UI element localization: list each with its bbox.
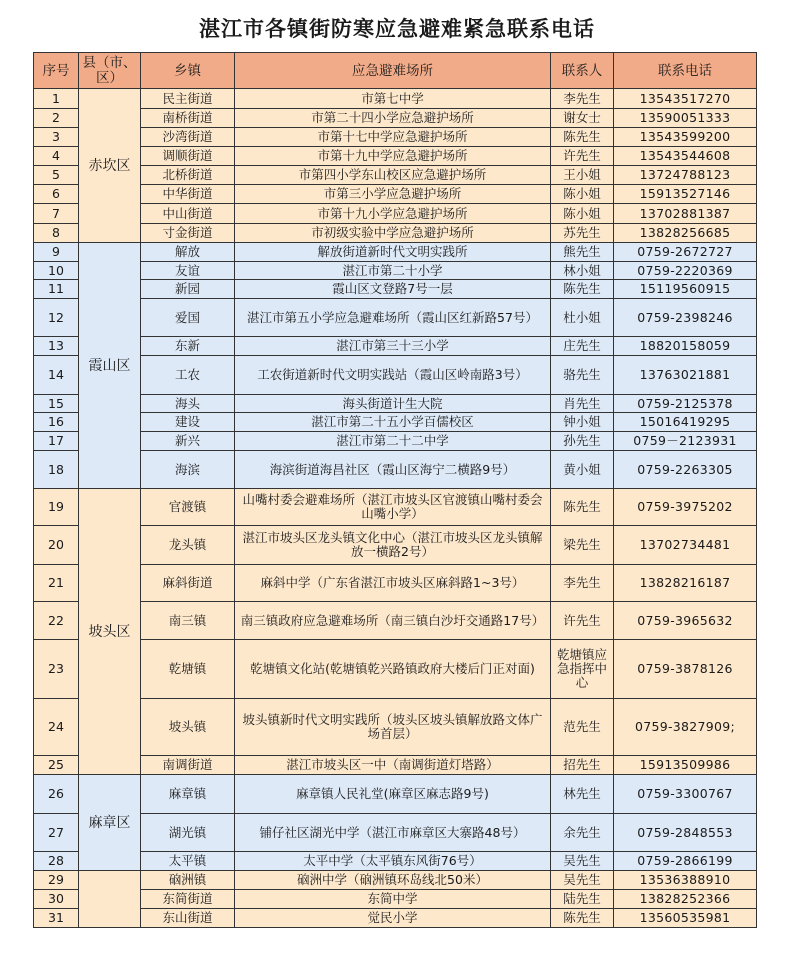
seq-cell: 20	[34, 526, 79, 565]
phone-cell: 0759-3300767	[614, 775, 757, 814]
table-row	[34, 526, 757, 565]
contact-cell: 李先生	[551, 565, 614, 602]
table-row	[34, 109, 757, 128]
site-cell: 市第十九小学应急避护场所	[235, 204, 551, 224]
contact-cell: 熊先生	[551, 243, 614, 262]
town-cell: 中山街道	[141, 204, 235, 224]
seq-cell: 28	[34, 852, 79, 871]
contact-cell: 招先生	[551, 756, 614, 775]
phone-cell: 0759-2866199	[614, 852, 757, 871]
site-cell: 海头街道计生大院	[235, 395, 551, 413]
town-cell: 海头	[141, 395, 235, 413]
table-row	[34, 166, 757, 185]
contact-cell: 吴先生	[551, 852, 614, 871]
phone-cell: 18820158059	[614, 337, 757, 356]
phone-cell: 13828252366	[614, 890, 757, 909]
seq-cell: 10	[34, 262, 79, 280]
contact-cell: 许先生	[551, 602, 614, 640]
contact-cell: 陈先生	[551, 909, 614, 928]
table-row	[34, 565, 757, 602]
table-row	[34, 356, 757, 395]
contact-cell: 孙先生	[551, 432, 614, 451]
header-county: 县（市、区）	[79, 53, 141, 89]
seq-cell: 16	[34, 413, 79, 432]
phone-cell: 15119560915	[614, 280, 757, 299]
phone-cell: 13702734481	[614, 526, 757, 565]
town-cell: 新园	[141, 280, 235, 299]
contact-cell: 黄小姐	[551, 451, 614, 489]
seq-cell: 11	[34, 280, 79, 299]
contact-cell: 余先生	[551, 814, 614, 852]
contact-cell: 陈小姐	[551, 204, 614, 224]
phone-cell: 13543544608	[614, 147, 757, 166]
phone-cell: 0759-2125378	[614, 395, 757, 413]
site-cell: 市初级实验中学应急避护场所	[235, 224, 551, 243]
header-seq: 序号	[34, 53, 79, 89]
phone-cell: 0759-2220369	[614, 262, 757, 280]
table-row	[34, 185, 757, 204]
seq-cell: 3	[34, 128, 79, 147]
county-cell: 赤坎区	[79, 89, 141, 243]
seq-cell: 6	[34, 185, 79, 204]
site-cell: 湛江市第五小学应急避难场所（霞山区红新路57号）	[235, 299, 551, 337]
town-cell: 官渡镇	[141, 489, 235, 526]
site-cell: 市第四小学东山校区应急避护场所	[235, 166, 551, 185]
table-row	[34, 89, 757, 109]
contact-cell: 陈先生	[551, 128, 614, 147]
seq-cell: 17	[34, 432, 79, 451]
contact-cell: 陈先生	[551, 489, 614, 526]
town-cell: 龙头镇	[141, 526, 235, 565]
contact-cell: 许先生	[551, 147, 614, 166]
phone-cell: 13543517270	[614, 89, 757, 109]
contact-cell: 骆先生	[551, 356, 614, 395]
table-row	[34, 775, 757, 814]
site-cell: 湛江市第二十二中学	[235, 432, 551, 451]
table-row	[34, 262, 757, 280]
table-header-row	[34, 53, 757, 89]
town-cell: 海滨	[141, 451, 235, 489]
contact-cell: 范先生	[551, 699, 614, 756]
seq-cell: 19	[34, 489, 79, 526]
site-cell: 铺仔社区湖光中学（湛江市麻章区大寨路48号）	[235, 814, 551, 852]
table-row	[34, 699, 757, 756]
table-row	[34, 451, 757, 489]
seq-cell: 18	[34, 451, 79, 489]
site-cell: 麻斜中学（广东省湛江市坡头区麻斜路1~3号）	[235, 565, 551, 602]
seq-cell: 26	[34, 775, 79, 814]
phone-cell: 13543599200	[614, 128, 757, 147]
site-cell: 硇洲中学（硇洲镇环岛线北50米）	[235, 871, 551, 890]
town-cell: 乾塘镇	[141, 640, 235, 699]
header-town: 乡镇	[141, 53, 235, 89]
seq-cell: 2	[34, 109, 79, 128]
phone-cell: 0759-2672727	[614, 243, 757, 262]
table-row	[34, 224, 757, 243]
header-phone: 联系电话	[614, 53, 757, 89]
site-cell: 湛江市坡头区龙头镇文化中心（湛江市坡头区龙头镇解放一横路2号）	[235, 526, 551, 565]
table-row	[34, 602, 757, 640]
site-cell: 湛江市第二十五小学百儒校区	[235, 413, 551, 432]
phone-cell: 15913509986	[614, 756, 757, 775]
site-cell: 湛江市第三十三小学	[235, 337, 551, 356]
contact-cell: 乾塘镇应急指挥中心	[551, 640, 614, 699]
table-row	[34, 489, 757, 526]
seq-cell: 31	[34, 909, 79, 928]
contact-cell: 苏先生	[551, 224, 614, 243]
phone-cell: 13702881387	[614, 204, 757, 224]
contact-cell: 林小姐	[551, 262, 614, 280]
town-cell: 硇洲镇	[141, 871, 235, 890]
town-cell: 麻斜街道	[141, 565, 235, 602]
county-cell	[79, 871, 141, 928]
seq-cell: 8	[34, 224, 79, 243]
town-cell: 建设	[141, 413, 235, 432]
site-cell: 湛江市第二十小学	[235, 262, 551, 280]
site-cell: 市第十九中学应急避护场所	[235, 147, 551, 166]
table-row	[34, 413, 757, 432]
phone-cell: 0759-2848553	[614, 814, 757, 852]
contact-cell: 林先生	[551, 775, 614, 814]
site-cell: 坡头镇新时代文明实践所（坡头区坡头镇解放路文体广场首层）	[235, 699, 551, 756]
town-cell: 北桥街道	[141, 166, 235, 185]
town-cell: 东简街道	[141, 890, 235, 909]
phone-cell: 13724788123	[614, 166, 757, 185]
contact-cell: 陈先生	[551, 280, 614, 299]
contact-cell: 梁先生	[551, 526, 614, 565]
table-row	[34, 337, 757, 356]
seq-cell: 13	[34, 337, 79, 356]
header-contact: 联系人	[551, 53, 614, 89]
town-cell: 民主街道	[141, 89, 235, 109]
seq-cell: 21	[34, 565, 79, 602]
contact-cell: 陈小姐	[551, 185, 614, 204]
site-cell: 市第三小学应急避护场所	[235, 185, 551, 204]
table-row	[34, 243, 757, 262]
town-cell: 东新	[141, 337, 235, 356]
phone-cell: 0759-3965632	[614, 602, 757, 640]
table-row	[34, 432, 757, 451]
contact-cell: 吴先生	[551, 871, 614, 890]
phone-cell: 15913527146	[614, 185, 757, 204]
site-cell: 太平中学（太平镇东风街76号）	[235, 852, 551, 871]
town-cell: 中华街道	[141, 185, 235, 204]
seq-cell: 1	[34, 89, 79, 109]
town-cell: 解放	[141, 243, 235, 262]
site-cell: 觉民小学	[235, 909, 551, 928]
town-cell: 友谊	[141, 262, 235, 280]
county-cell: 霞山区	[79, 243, 141, 489]
contact-cell: 陆先生	[551, 890, 614, 909]
seq-cell: 15	[34, 395, 79, 413]
contact-cell: 王小姐	[551, 166, 614, 185]
site-cell: 工农街道新时代文明实践站（霞山区岭南路3号）	[235, 356, 551, 395]
table-row	[34, 299, 757, 337]
seq-cell: 23	[34, 640, 79, 699]
contact-cell: 谢女士	[551, 109, 614, 128]
town-cell: 南三镇	[141, 602, 235, 640]
table-row	[34, 395, 757, 413]
county-cell: 坡头区	[79, 489, 141, 775]
phone-cell: 13560535981	[614, 909, 757, 928]
phone-cell: 0759－2123931	[614, 432, 757, 451]
contact-cell: 肖先生	[551, 395, 614, 413]
town-cell: 寸金街道	[141, 224, 235, 243]
town-cell: 东山街道	[141, 909, 235, 928]
phone-cell: 13763021881	[614, 356, 757, 395]
phone-cell: 0759-3878126	[614, 640, 757, 699]
table-row	[34, 909, 757, 928]
seq-cell: 9	[34, 243, 79, 262]
town-cell: 南桥街道	[141, 109, 235, 128]
table-row	[34, 640, 757, 699]
phone-cell: 13590051333	[614, 109, 757, 128]
town-cell: 麻章镇	[141, 775, 235, 814]
site-cell: 解放街道新时代文明实践所	[235, 243, 551, 262]
site-cell: 南三镇政府应急避难场所（南三镇白沙圩交通路17号）	[235, 602, 551, 640]
table-row	[34, 756, 757, 775]
seq-cell: 7	[34, 204, 79, 224]
site-cell: 霞山区文登路7号一层	[235, 280, 551, 299]
town-cell: 坡头镇	[141, 699, 235, 756]
site-cell: 市第十七中学应急避护场所	[235, 128, 551, 147]
contact-cell: 杜小姐	[551, 299, 614, 337]
phone-cell: 13828216187	[614, 565, 757, 602]
seq-cell: 25	[34, 756, 79, 775]
table-row	[34, 852, 757, 871]
town-cell: 太平镇	[141, 852, 235, 871]
table-row	[34, 147, 757, 166]
contact-cell: 庄先生	[551, 337, 614, 356]
contact-cell: 李先生	[551, 89, 614, 109]
phone-cell: 13828256685	[614, 224, 757, 243]
site-cell: 东简中学	[235, 890, 551, 909]
table-row	[34, 871, 757, 890]
table-row	[34, 128, 757, 147]
town-cell: 工农	[141, 356, 235, 395]
seq-cell: 12	[34, 299, 79, 337]
seq-cell: 24	[34, 699, 79, 756]
page-title: 湛江市各镇街防寒应急避难紧急联系电话	[199, 17, 595, 41]
site-cell: 山嘴村委会避难场所（湛江市坡头区官渡镇山嘴村委会山嘴小学）	[235, 489, 551, 526]
seq-cell: 30	[34, 890, 79, 909]
seq-cell: 27	[34, 814, 79, 852]
phone-cell: 0759-2263305	[614, 451, 757, 489]
site-cell: 市第七中学	[235, 89, 551, 109]
table-row	[34, 204, 757, 224]
seq-cell: 5	[34, 166, 79, 185]
seq-cell: 4	[34, 147, 79, 166]
town-cell: 湖光镇	[141, 814, 235, 852]
phone-cell: 0759-3827909;	[614, 699, 757, 756]
phone-cell: 15016419295	[614, 413, 757, 432]
contact-cell: 钟小姐	[551, 413, 614, 432]
phone-cell: 0759-3975202	[614, 489, 757, 526]
contact-table	[33, 52, 757, 928]
town-cell: 沙湾街道	[141, 128, 235, 147]
town-cell: 调顺街道	[141, 147, 235, 166]
site-cell: 湛江市坡头区一中（南调街道灯塔路）	[235, 756, 551, 775]
site-cell: 麻章镇人民礼堂(麻章区麻志路9号)	[235, 775, 551, 814]
header-site: 应急避难场所	[235, 53, 551, 89]
table-row	[34, 890, 757, 909]
phone-cell: 13536388910	[614, 871, 757, 890]
seq-cell: 14	[34, 356, 79, 395]
table-row	[34, 814, 757, 852]
site-cell: 海滨街道海昌社区（霞山区海宁二横路9号）	[235, 451, 551, 489]
town-cell: 南调街道	[141, 756, 235, 775]
site-cell: 市第二十四小学应急避护场所	[235, 109, 551, 128]
town-cell: 新兴	[141, 432, 235, 451]
seq-cell: 29	[34, 871, 79, 890]
seq-cell: 22	[34, 602, 79, 640]
site-cell: 乾塘镇文化站(乾塘镇乾兴路镇政府大楼后门正对面)	[235, 640, 551, 699]
county-cell: 麻章区	[79, 775, 141, 871]
town-cell: 爱国	[141, 299, 235, 337]
phone-cell: 0759-2398246	[614, 299, 757, 337]
table-row	[34, 280, 757, 299]
